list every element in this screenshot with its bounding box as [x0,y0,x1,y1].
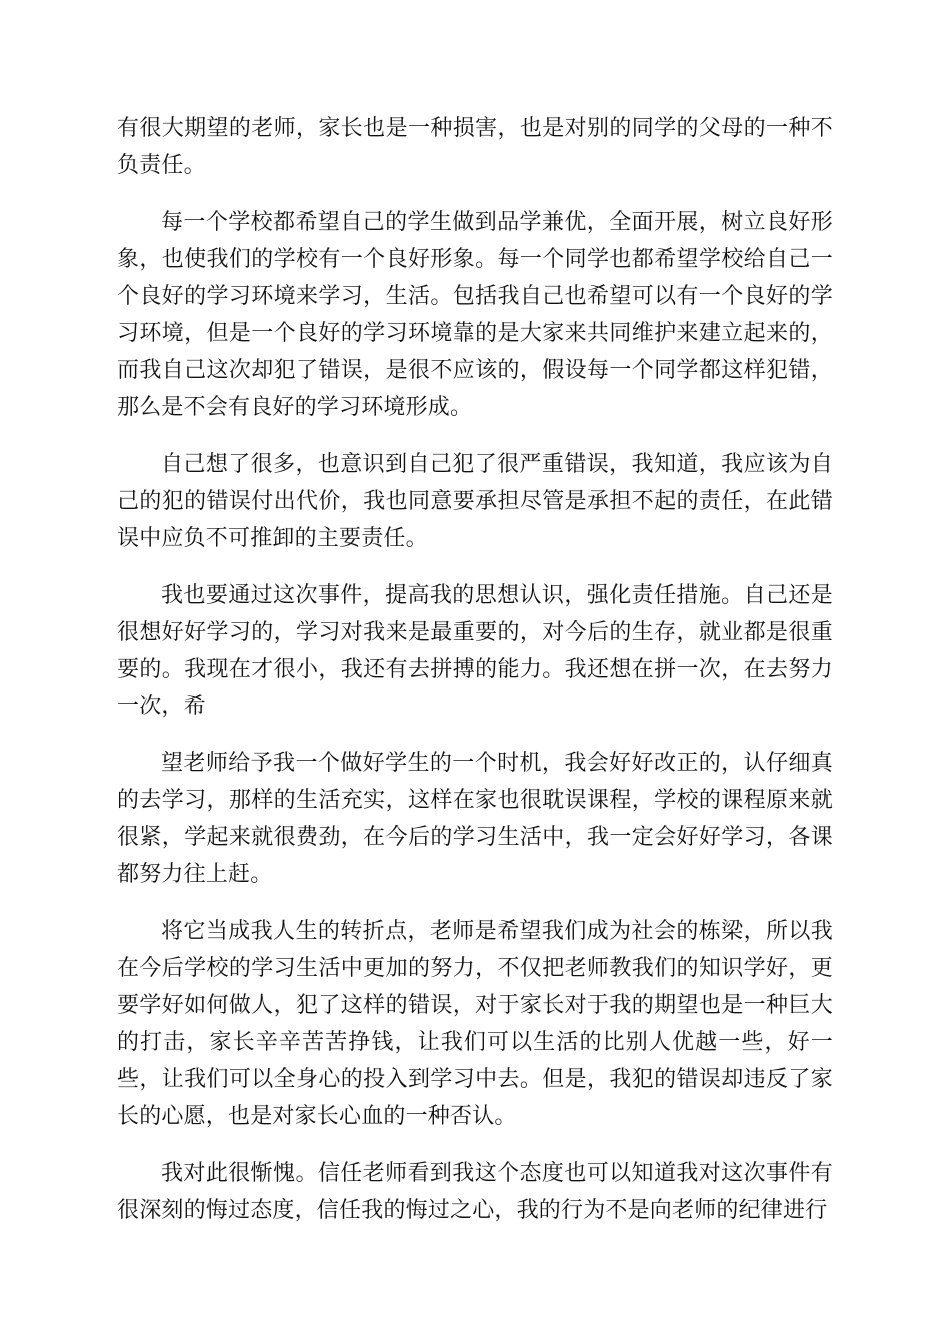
paragraph-1: 有很大期望的老师，家长也是一种损害，也是对别的同学的父母的一种不负责任。 [117,116,833,178]
paragraph-4: 我也要通过这次事件，提高我的思想认识，强化责任措施。自己还是很想好好学习的，学习对我来是最重要的，对今后的生存，就业都是很重要的。我现在才很小，我还有去拼搏的能力。我还想在拼一次，在去努力一次，希 [117,583,833,719]
paragraph-5: 望老师给予我一个做好学生的一个时机，我会好好改正的，认仔细真的去学习，那样的生活充实，这样在家也很耽误课程，学校的课程原来就很紧，学起来就很费劲，在今后的学习生活中，我一定会好好学习，各课都努力往上赶。 [117,751,833,887]
paragraph-2: 每一个学校都希望自己的学生做到品学兼优，全面开展，树立良好形象，也使我们的学校有一个良好形象。每一个同学也都希望学校给自己一个良好的学习环境来学习，生活。包括我自己也希望可以有一个良好的学习环境，但是一个良好的学习环境靠的是大家来共同维护来建立起来的，而我自己这次却犯了错误，是很不应该的，假设每一个同学都这样犯错，那么是不会有良好的学习环境形成。 [117,210,833,420]
paragraph-3: 自己想了很多，也意识到自己犯了很严重错误，我知道，我应该为自己的犯的错误付出代价，我也同意要承担尽管是承担不起的责任，在此错误中应负不可推卸的主要责任。 [117,452,833,551]
paragraph-7: 我对此很惭愧。信任老师看到我这个态度也可以知道我对这次事件有很深刻的悔过态度，信任我的悔过之心，我的行为不是向老师的纪律进行 [117,1161,833,1223]
paragraph-6: 将它当成我人生的转折点，老师是希望我们成为社会的栋梁，所以我在今后学校的学习生活中更加的努力，不仅把老师教我们的知识学好，更要学好如何做人，犯了这样的错误，对于家长对于我的期望也是一种巨大的打击，家长辛辛苦苦挣钱，让我们可以生活的比别人优越一些，好一些，让我们可以全身心的投入到学习中去。但是，我犯的错误却违反了家长的心愿，也是对家长心血的一种否认。 [117,919,833,1129]
document-body [117,110,833,1249]
